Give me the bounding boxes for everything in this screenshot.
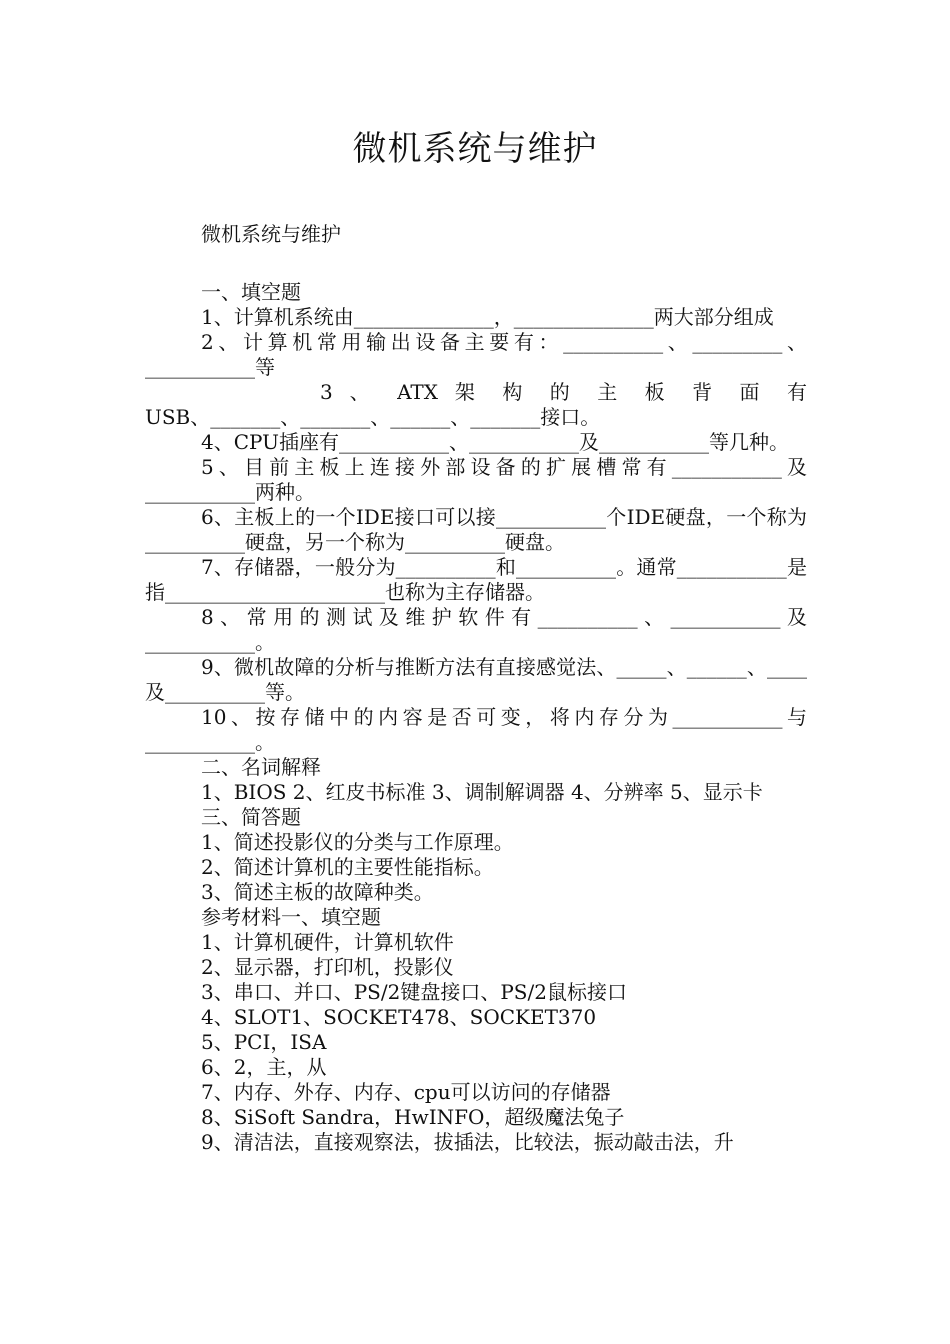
answer-3: 3、串口、并口、PS/2键盘接口、PS/2鼠标接口 [201, 980, 627, 1004]
section-heading-short: 三、简答题 [201, 805, 301, 829]
section-heading-fill: 一、填空题 [201, 280, 301, 304]
answer-4: 4、SLOT1、SOCKET478、SOCKET370 [201, 1005, 597, 1029]
question-5: 5、目前主板上连接外部设备的扩展槽常有___________及___________两种。 [145, 455, 807, 504]
question-9: 9、微机故障的分析与推断方法有直接感觉法、_____、______、____ 及__________等。 [145, 655, 807, 704]
question-10: 10、按存储中的内容是否可变，将内存分为___________与___________。 [145, 705, 807, 754]
answer-1: 1、计算机硬件，计算机软件 [201, 930, 454, 954]
terms-list: 1、BIOS 2、红皮书标准 3、调制解调器 4、分辨率 5、显示卡 [201, 780, 763, 804]
short-question-2: 2、简述计算机的主要性能指标。 [201, 855, 494, 879]
question-1: 1、计算机系统由______________，______________两大部分组成 [201, 305, 774, 329]
answer-5: 5、PCI，ISA [201, 1030, 327, 1054]
question-2: 2、计算机常用输出设备主要有：__________、_________、___________等 [145, 330, 807, 379]
subtitle: 微机系统与维护 [201, 222, 341, 246]
question-7: 7、存储器，一般分为__________和__________。通常___________是指______________________也称为主存储器。 [145, 555, 807, 604]
question-8: 8、常用的测试及维护软件有__________、___________及___________。 [145, 605, 807, 654]
short-question-1: 1、简述投影仪的分类与工作原理。 [201, 830, 514, 854]
document-body [145, 222, 807, 1155]
answer-7: 7、内存、外存、内存、cpu可以访问的存储器 [201, 1080, 611, 1104]
reference-heading: 参考材料一、填空题 [201, 905, 381, 929]
answer-8: 8、SiSoft Sandra，HwINFO，超级魔法兔子 [201, 1105, 625, 1129]
answer-9: 9、清洁法，直接观察法，拔插法，比较法，振动敲击法，升 [201, 1130, 734, 1154]
answer-2: 2、显示器，打印机，投影仪 [201, 955, 454, 979]
answer-6: 6、2，主，从 [201, 1055, 327, 1079]
section-heading-terms: 二、名词解释 [201, 755, 321, 779]
question-6: 6、主板上的一个IDE接口可以接___________个IDE硬盘，一个称为__________硬盘，另一个称为__________硬盘。 [145, 505, 807, 554]
question-3-line2: USB、_______、_______、______、_______接口。 [145, 405, 601, 429]
document-title: 微机系统与维护 [352, 129, 598, 169]
question-4: 4、CPU插座有___________、___________及___________等几种。 [201, 430, 789, 454]
short-question-3: 3、简述主板的故障种类。 [201, 880, 434, 904]
question-3-line1: 3 、 ATX 架 构 的 主 板 背 面 有 [320, 380, 807, 404]
